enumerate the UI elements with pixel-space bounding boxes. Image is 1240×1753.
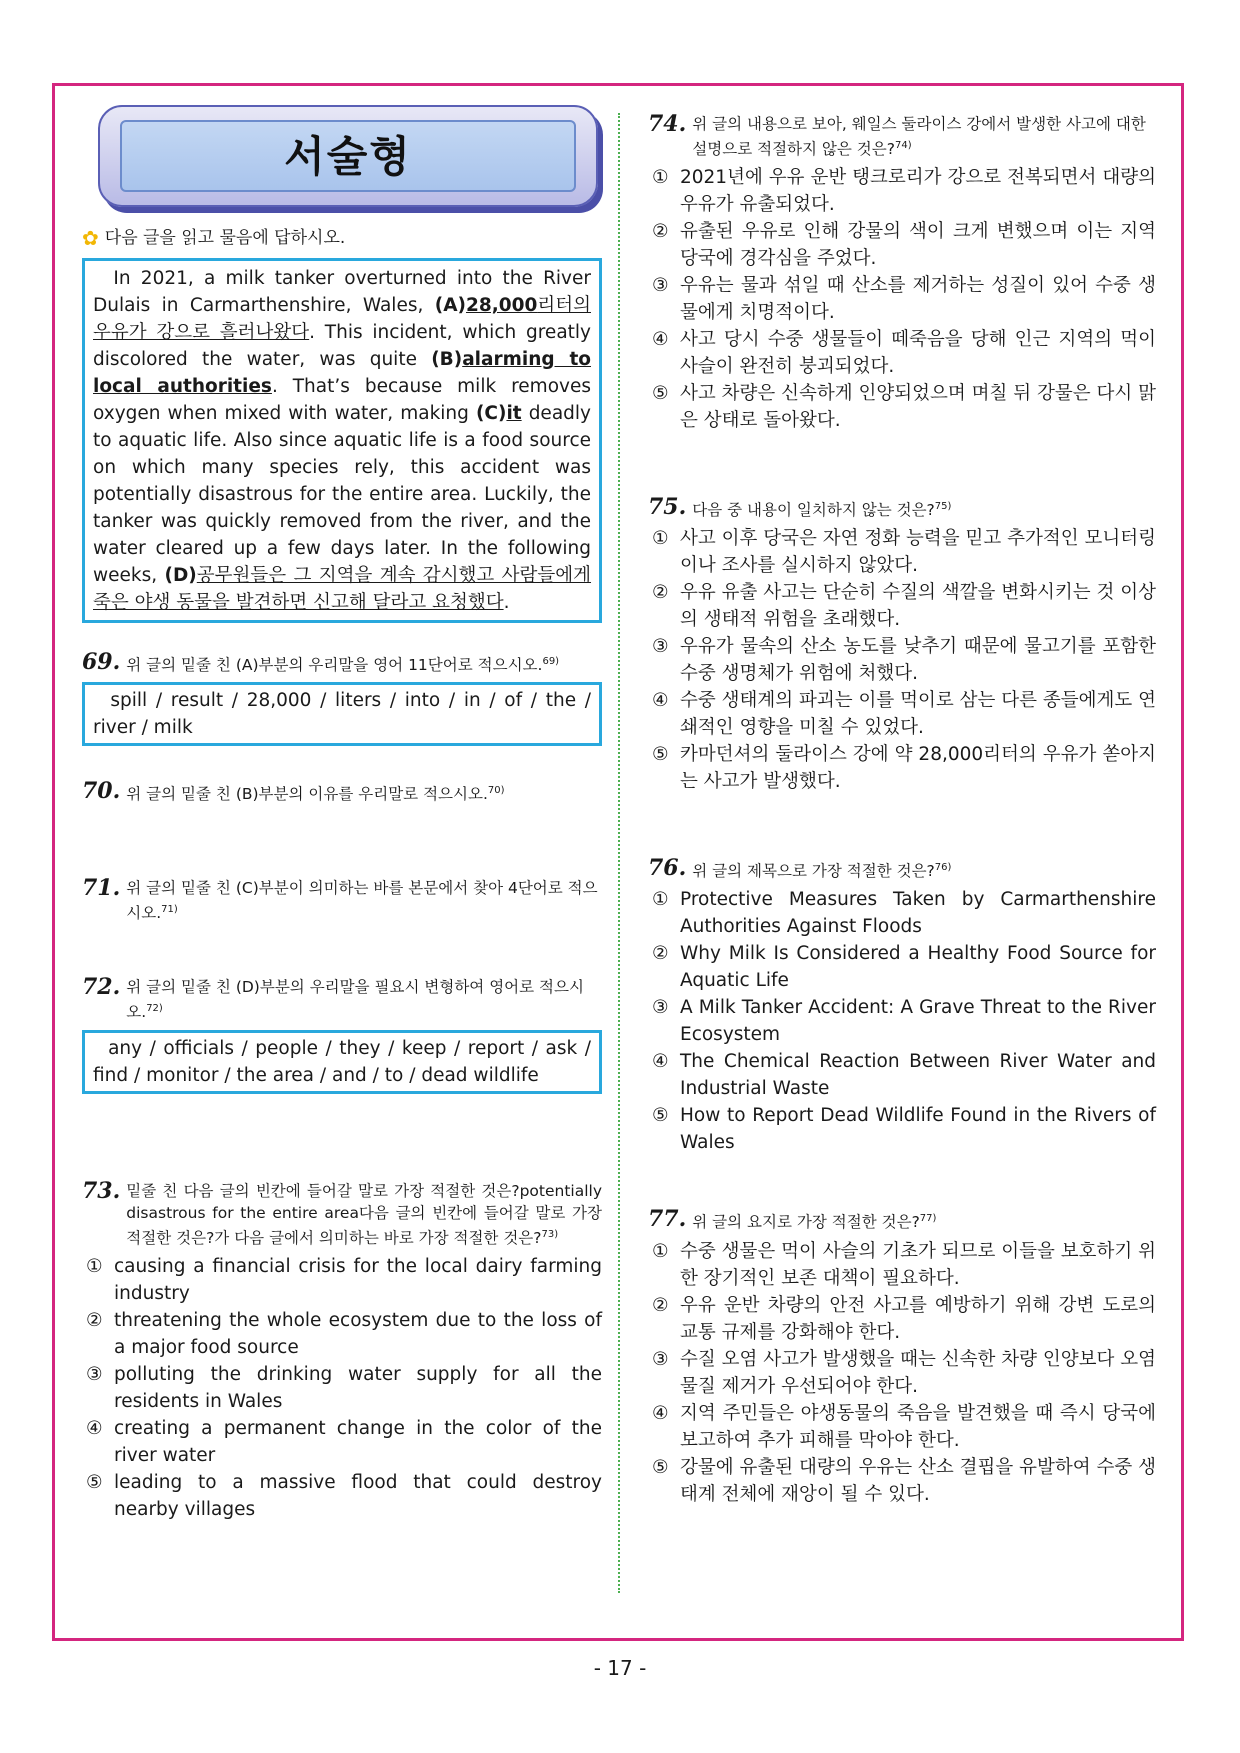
- question-number: 74.: [648, 111, 687, 137]
- option-1[interactable]: ① 2021년에 우유 운반 탱크로리가 강으로 전복되면서 대량의 우유가 유출되었다.: [652, 167, 1156, 216]
- option-5[interactable]: ⑤ 사고 차량은 신속하게 인양되었으며 며칠 뒤 강물은 다시 맑은 상태로 돌아왔다.: [652, 383, 1156, 432]
- page-number: - 17 -: [593, 1656, 647, 1680]
- option-5[interactable]: ⑤ leading to a massive flood that could destroy nearby villages: [86, 1471, 602, 1520]
- option-2[interactable]: ② threatening the whole ecosystem due to the loss of a major food source: [86, 1309, 602, 1358]
- question-number: 75.: [648, 494, 687, 521]
- option-2[interactable]: ② 유출된 우유로 인해 강물의 색이 크게 변했으며 이는 지역 당국에 경각심을 주었다.: [652, 221, 1156, 270]
- question-ref: 72): [146, 1003, 163, 1015]
- question-number: 72.: [82, 974, 121, 1001]
- option-3[interactable]: ③ 우유가 물속의 산소 농도를 낮추기 때문에 물고기를 포함한 수중 생명체가 위험에 처했다.: [652, 636, 1156, 685]
- option-1[interactable]: ① 수중 생물은 먹이 사슬의 기초가 되므로 이들을 보호하기 위한 장기적인 보존 대책이 필요하다.: [652, 1240, 1156, 1289]
- question-70: [82, 780, 602, 805]
- question-ref: 77): [919, 1213, 937, 1225]
- passage-box: [82, 258, 602, 623]
- question-ref: 74): [894, 140, 912, 151]
- question-ref: 76): [934, 862, 952, 874]
- option-2[interactable]: ② 우유 유출 사고는 단순히 수질의 색깔을 변화시키는 것 이상의 생태적 위험을 초래했다.: [652, 582, 1156, 631]
- option-3[interactable]: ③ 우유는 물과 섞일 때 산소를 제거하는 성질이 있어 수중 생물에게 치명적이다.: [652, 275, 1156, 324]
- question-text: 위 글의 밑줄 친 (D)부분의 우리말을 필요시 변형하여 영어로 적으시오.: [126, 978, 584, 1022]
- underlined-b: alarming to local authorities: [93, 349, 591, 397]
- title-badge: [98, 105, 598, 207]
- passage-text-1: In 2021, a milk tanker overturned into the River Dulais in Carmarthenshire, Wales,: [93, 268, 591, 316]
- flower-icon: ✿: [82, 226, 99, 250]
- question-number: 76.: [648, 855, 687, 882]
- option-3[interactable]: ③ polluting the drinking water supply for all the residents in Wales: [86, 1363, 602, 1412]
- question-text: 위 글의 내용으로 보아, 웨일스 둘라이스 강에서 발생한 사고에 대한 설명으로 적절하지 않은 것은?: [692, 115, 1146, 159]
- options-list: [82, 1253, 602, 1523]
- passage-text-2: . This incident, which greatly discolored the water, was quite: [93, 322, 591, 370]
- question-text: 위 글의 밑줄 친 (B)부분의 이유를 우리말로 적으시오.: [126, 785, 488, 804]
- question-number: 77.: [648, 1206, 687, 1233]
- underlined-a-text: 리터의 우유가 강으로 흘러나왔다: [93, 295, 591, 343]
- left-column: [82, 105, 602, 1523]
- question-ref: 70): [487, 785, 505, 797]
- option-1[interactable]: ① causing a financial crisis for the local dairy farming industry: [86, 1255, 602, 1304]
- section-title: 서술형: [120, 120, 576, 192]
- option-4[interactable]: ④ The Chemical Reaction Between River Water and Industrial Waste: [652, 1051, 1156, 1100]
- word-bank-text: any / officials / people / they / keep / report / ask / find / monitor / the area / and / to / dead wildlife: [93, 1037, 591, 1086]
- option-5[interactable]: ⑤ How to Report Dead Wildlife Found in the Rivers of Wales: [652, 1105, 1156, 1154]
- option-2[interactable]: ② Why Milk Is Considered a Healthy Food Source for Aquatic Life: [652, 943, 1156, 992]
- question-ref: 71): [161, 904, 178, 916]
- passage-text-5: .: [503, 592, 510, 613]
- passage-text-4: deadly to aquatic life. Also since aquatic life is a food source on which many species rely, this accident was potentially disastrous for the entire area. Luckily, the tanker was quickly removed from the river, and the water cleared up a few days later. In the following weeks,: [93, 403, 591, 586]
- options-list: [648, 525, 1156, 795]
- options-list: [648, 164, 1156, 434]
- question-text: 위 글의 밑줄 친 (A)부분의 우리말을 영어 11단어로 적으시오.: [126, 656, 543, 675]
- question-text: 위 글의 밑줄 친 (C)부분이 의미하는 바를 본문에서 찾아 4단어로 적으시오.: [126, 879, 598, 923]
- question-number: 71.: [82, 875, 121, 902]
- option-4[interactable]: ④ 수중 생태계의 파괴는 이를 먹이로 삼는 다른 종들에게도 연쇄적인 영향을 미칠 수 있었다.: [652, 690, 1156, 739]
- label-a: (A): [434, 295, 466, 316]
- option-4[interactable]: ④ 지역 주민들은 야생동물의 죽음을 발견했을 때 즉시 당국에 보고하여 추가 피해를 막아야 한다.: [652, 1402, 1156, 1451]
- question-text: 위 글의 요지로 가장 적절한 것은?: [692, 1213, 920, 1232]
- option-4[interactable]: ④ creating a permanent change in the color of the river water: [86, 1417, 602, 1466]
- question-77: [648, 1208, 1156, 1507]
- option-4[interactable]: ④ 사고 당시 수중 생물들이 떼죽음을 당해 인근 지역의 먹이 사슬이 완전히 붕괴되었다.: [652, 329, 1156, 378]
- label-d: (D): [164, 565, 197, 586]
- option-1[interactable]: ① Protective Measures Taken by Carmarthenshire Authorities Against Floods: [652, 889, 1156, 938]
- question-text: 밑줄 친 다음 글의 빈칸에 들어갈 말로 가장 적절한 것은?potentially disastrous for the entire area다음 글의 빈칸에 들어갈 말로 가장 적절한 것은?가 다음 글에서 의미하는 바로 가장 적절한 것은?: [126, 1181, 602, 1247]
- question-ref: 73): [541, 1228, 559, 1240]
- option-3[interactable]: ③ A Milk Tanker Accident: A Grave Threat to the River Ecosystem: [652, 997, 1156, 1046]
- question-73: [82, 1177, 602, 1523]
- underlined-d: 공무원들은 그 지역을 계속 감시했고 사람들에게 죽은 야생 동물을 발견하면 신고해 달라고 요청했다: [93, 565, 592, 613]
- word-bank-box: [82, 682, 602, 746]
- instruction-text: 다음 글을 읽고 물음에 답하시오.: [104, 228, 346, 248]
- question-number: 70.: [82, 778, 121, 805]
- question-74: [648, 113, 1156, 434]
- passage-text-3: . That’s because milk removes oxygen when mixed with water, making: [93, 376, 591, 424]
- question-number: 69.: [82, 649, 121, 675]
- options-list: [648, 1238, 1156, 1508]
- question-text: 다음 중 내용이 일치하지 않는 것은?: [692, 501, 935, 520]
- question-text: 위 글의 제목으로 가장 적절한 것은?: [692, 862, 935, 881]
- question-71: [82, 877, 602, 924]
- question-ref: 69): [542, 656, 560, 667]
- question-number: 73.: [82, 1177, 121, 1204]
- option-5[interactable]: ⑤ 카마던셔의 둘라이스 강에 약 28,000리터의 우유가 쏟아지는 사고가 발생했다.: [652, 744, 1156, 793]
- label-c: (C): [475, 403, 507, 424]
- word-bank-text: spill / result / 28,000 / liters / into / in / of / the / river / milk: [93, 690, 591, 739]
- right-column: [648, 113, 1156, 1508]
- question-ref: 75): [934, 501, 952, 513]
- question-69: [82, 651, 602, 746]
- question-72: [82, 976, 602, 1093]
- word-bank-box: [82, 1030, 602, 1094]
- options-list: [648, 886, 1156, 1156]
- column-divider: [618, 113, 620, 1593]
- question-76: [648, 857, 1156, 1156]
- option-1[interactable]: ① 사고 이후 당국은 자연 정화 능력을 믿고 추가적인 모니터링이나 조사를 실시하지 않았다.: [652, 528, 1156, 577]
- label-b: (B): [431, 349, 463, 370]
- option-5[interactable]: ⑤ 강물에 유출된 대량의 우유는 산소 결핍을 유발하여 수중 생태계 전체에 재앙이 될 수 있다.: [652, 1456, 1156, 1505]
- underlined-a-number: 28,000: [465, 295, 538, 316]
- option-2[interactable]: ② 우유 운반 차량의 안전 사고를 예방하기 위해 강변 도로의 교통 규제를 강화해야 한다.: [652, 1294, 1156, 1343]
- instruction: [82, 225, 602, 252]
- question-75: [648, 496, 1156, 795]
- option-3[interactable]: ③ 수질 오염 사고가 발생했을 때는 신속한 차량 인양보다 오염 물질 제거가 우선되어야 한다.: [652, 1348, 1156, 1397]
- underlined-c: it: [506, 403, 522, 424]
